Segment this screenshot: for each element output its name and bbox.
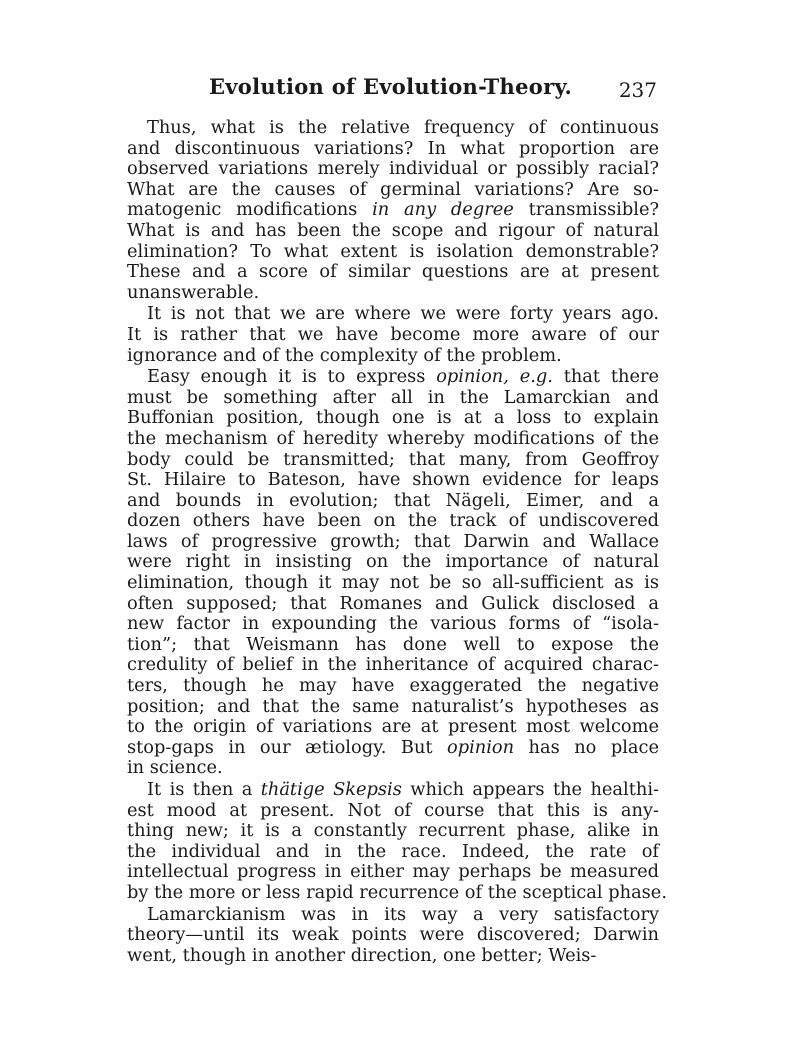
- text-run: It is not that we are where we were forty years ago.: [147, 303, 659, 325]
- text-run: ignorance and of the complexity of the problem.: [127, 344, 562, 366]
- text-run: Easy enough it is to express: [147, 366, 437, 388]
- text-run: laws of progressive growth; that Darwin and Wallace: [127, 530, 659, 552]
- text-line: [127, 635, 659, 656]
- text-run: ters, though he may have exaggerated the negative: [127, 675, 659, 697]
- text-run: est mood at present. Not of course that this is any-: [127, 799, 659, 821]
- paragraph: [127, 118, 659, 303]
- text-run: These and a score of similar questions are at present: [127, 261, 659, 283]
- text-run: the individual and in the race. Indeed, the rate of: [127, 840, 659, 862]
- text-run: were right in insisting on the importance of natural: [127, 551, 659, 573]
- text-line: [127, 470, 659, 491]
- text-line: [127, 388, 659, 409]
- text-run: St. Hilaire to Bateson, have shown evidence for leaps: [127, 469, 659, 491]
- text-line: [127, 139, 659, 160]
- text-run: by the more or less rapid recurrence of the sceptical phase.: [127, 881, 667, 903]
- text-line: [127, 594, 659, 615]
- text-line: [127, 159, 659, 180]
- text-line: [127, 511, 659, 532]
- text-line: [127, 325, 659, 346]
- text-run: matogenic modifications: [127, 199, 373, 221]
- text-line: [127, 905, 659, 926]
- text-line: [127, 491, 659, 512]
- text-line: [127, 408, 659, 429]
- text-line: [127, 429, 659, 450]
- text-run: went, though in another direction, one better; Weis-: [127, 944, 597, 966]
- text-run: the mechanism of heredity whereby modifications of the: [127, 427, 659, 449]
- text-run: unanswerable.: [127, 281, 260, 303]
- text-run: often supposed; that Romanes and Gulick disclosed a: [127, 592, 659, 614]
- text-line: [127, 697, 659, 718]
- text-line: [127, 881, 667, 904]
- text-line: [127, 801, 659, 822]
- text-line: [127, 946, 659, 967]
- text-line: [127, 262, 659, 283]
- text-run: position; and that the same naturalist’s hypotheses as: [127, 695, 659, 717]
- italic-text: opinion: [447, 736, 515, 758]
- text-run: credulity of belief in the inheritance of acquired charac-: [127, 654, 659, 676]
- text-run: thing new; it is a constantly recurrent phase, alike in: [127, 820, 659, 842]
- text-line: [127, 780, 659, 801]
- text-run: new factor in expounding the various forms of “isola-: [127, 613, 659, 635]
- text-run: What is and has been the scope and rigour of natural: [127, 219, 659, 241]
- text-run: that there: [552, 366, 659, 388]
- paragraph: [127, 367, 659, 779]
- text-line: [127, 367, 659, 388]
- text-run: What are the causes of germinal variations? Are so-: [127, 178, 659, 200]
- text-run: to the origin of variations are at present most welcome: [127, 716, 659, 738]
- text-line: [127, 346, 659, 367]
- page-number: 237: [618, 78, 657, 102]
- text-run: transmissible?: [513, 199, 659, 221]
- book-page: [127, 74, 667, 966]
- italic-text: opinion, e.g.: [436, 366, 553, 388]
- paragraph: [127, 304, 659, 366]
- text-run: It is rather that we have become more aware of our: [127, 323, 659, 345]
- text-run: and bounds in evolution; that Nägeli, Eimer, and a: [127, 489, 659, 511]
- text-line: [127, 532, 659, 553]
- text-line: [127, 821, 659, 842]
- text-line: [127, 676, 659, 697]
- text-line: [127, 758, 659, 779]
- text-run: stop-gaps in our ætiology. But: [127, 736, 448, 758]
- text-run: elimination, though it may not be so all-sufficient as is: [127, 572, 659, 594]
- text-line: [127, 552, 659, 573]
- text-run: intellectual progress in either may perhaps be measured: [127, 861, 659, 883]
- text-run: must be something after all in the Lamarckian and: [127, 386, 659, 408]
- text-line: [127, 180, 659, 201]
- text-run: tion”; that Weismann has done well to expose the: [127, 633, 659, 655]
- body-text: [127, 117, 667, 966]
- text-line: [127, 118, 659, 139]
- text-line: [127, 450, 659, 471]
- text-line: [127, 862, 659, 883]
- text-run: Thus, what is the relative frequency of continuous: [147, 117, 659, 138]
- text-run: Buffonian position, though one is at a loss to explain: [127, 407, 659, 429]
- text-run: and discontinuous variations? In what proportion are: [127, 137, 659, 159]
- text-run: theory—until its weak points were discovered; Darwin: [127, 924, 659, 946]
- text-line: [127, 842, 659, 863]
- text-line: [127, 738, 659, 759]
- running-head: [127, 74, 659, 106]
- text-line: [127, 221, 659, 242]
- italic-text: in any degree: [372, 199, 514, 221]
- text-run: elimination? To what extent is isolation demonstrable?: [127, 240, 659, 262]
- text-line: [127, 717, 659, 738]
- text-run: which appears the healthi-: [401, 779, 660, 800]
- text-run: has no place: [514, 736, 659, 758]
- italic-text: thätige Skepsis: [260, 779, 402, 800]
- text-run: observed variations merely individual or possibly racial?: [127, 158, 659, 180]
- text-line: [127, 925, 659, 946]
- text-line: [127, 614, 659, 635]
- text-line: [127, 242, 659, 263]
- text-line: [127, 304, 659, 325]
- paragraph: [127, 905, 659, 967]
- text-line: [127, 283, 659, 304]
- text-run: Lamarckianism was in its way a very satisfactory: [147, 903, 659, 925]
- text-run: It is then a: [147, 779, 261, 800]
- text-line: [127, 200, 659, 221]
- text-line: [127, 573, 659, 594]
- running-title: Evolution of Evolution-Theory.: [209, 74, 573, 99]
- paragraph: [127, 779, 667, 904]
- text-run: dozen others have been on the track of undiscovered: [127, 510, 659, 532]
- text-run: body could be transmitted; that many, from Geoffroy: [127, 448, 659, 470]
- text-run: in science.: [127, 757, 223, 779]
- text-line: [127, 655, 659, 676]
